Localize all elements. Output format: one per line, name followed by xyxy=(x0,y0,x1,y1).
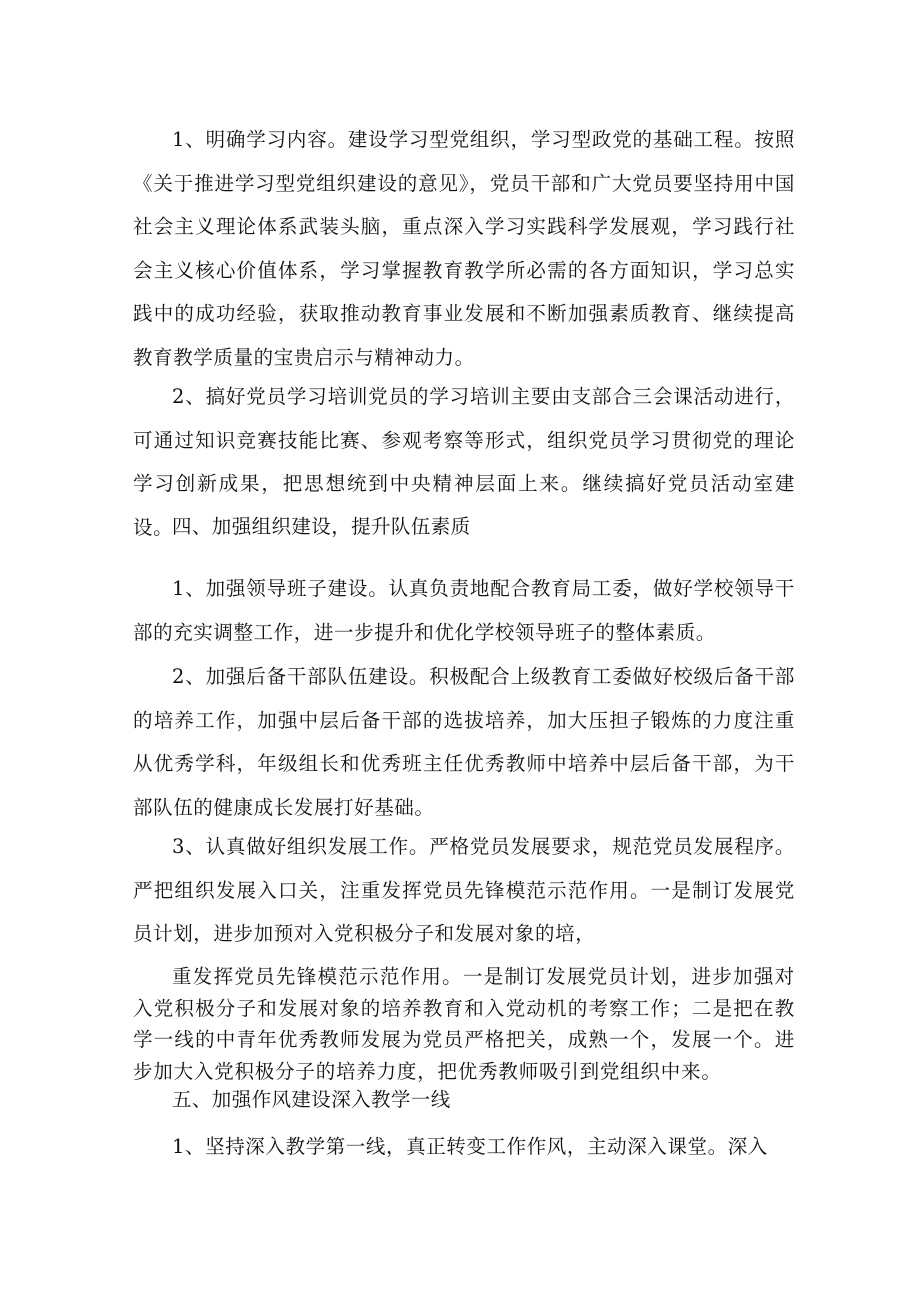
section-heading-work-style: 五、加强作风建设深入教学一线 xyxy=(172,1088,451,1111)
section-heading-organization: 四、加强组织建设，提升队伍素质 xyxy=(172,515,471,538)
paragraph-leadership-team: 1、加强领导班子建设。认真负责地配合教育局工委，做好学校领导干部的充实调整工作，进一步提升和优化学校领导班子的整体素质。 xyxy=(133,577,795,644)
paragraph-study-content: 1、明确学习内容。建设学习型党组织，学习型政党的基础工程。按照《关于推进学习型党组织建设的意见》，党员干部和广大党员要坚持用中国社会主义理论体系武装头脑，重点深入学习实践科学发展观，学习践行社会主义核心价值体系，学习掌握教育教学所必需的各方面知识，学习总实践中的成功经验，获取推动教育事业发展和不断加强素质教育、继续提高教育教学质量的宝贵启示与精神动力。 xyxy=(133,128,795,369)
paragraph-organization-development: 3、认真做好组织发展工作。严格党员发展要求，规范党员发展程序。严把组织发展入口关，注重发挥党员先锋模范示范作用。一是制订发展党员计划，进步加预对入党积极分子和发展对象的培， xyxy=(133,835,795,945)
paragraph-front-line-teaching: 1、坚持深入教学第一线，真正转变工作作风，主动深入课堂。深入 xyxy=(172,1135,768,1158)
paragraph-pioneer-role: 重发挥党员先锋模范示范作用。一是制订发展党员计划，进步加强对入党积极分子和发展对象的培养教育和入党动机的考察工作；二是把在教学一线的中青年优秀教师发展为党员严格把关，成熟一个，发展一个。进步加大入党积极分子的培养力度，把优秀教师吸引到党组织中来。 xyxy=(133,965,795,1083)
paragraph-reserve-cadres: 2、加强后备干部队伍建设。积极配合上级教育工委做好校级后备干部的培养工作，加强中层后备干部的选拔培养，加大压担子锻炼的力度注重从优秀学科，年级组长和优秀班主任优秀教师中培养中层后备干部，为干部队伍的健康成长发展打好基础。 xyxy=(133,665,795,819)
paragraph-member-training: 2、搞好党员学习培训党员的学习培训主要由支部合三会课活动进行，可通过知识竞赛技能比赛、参观考察等形式，组织党员学习贯彻党的理论学习创新成果，把思想统到中央精神层面上来。继续搞好党员活动室建设。 xyxy=(133,385,795,539)
